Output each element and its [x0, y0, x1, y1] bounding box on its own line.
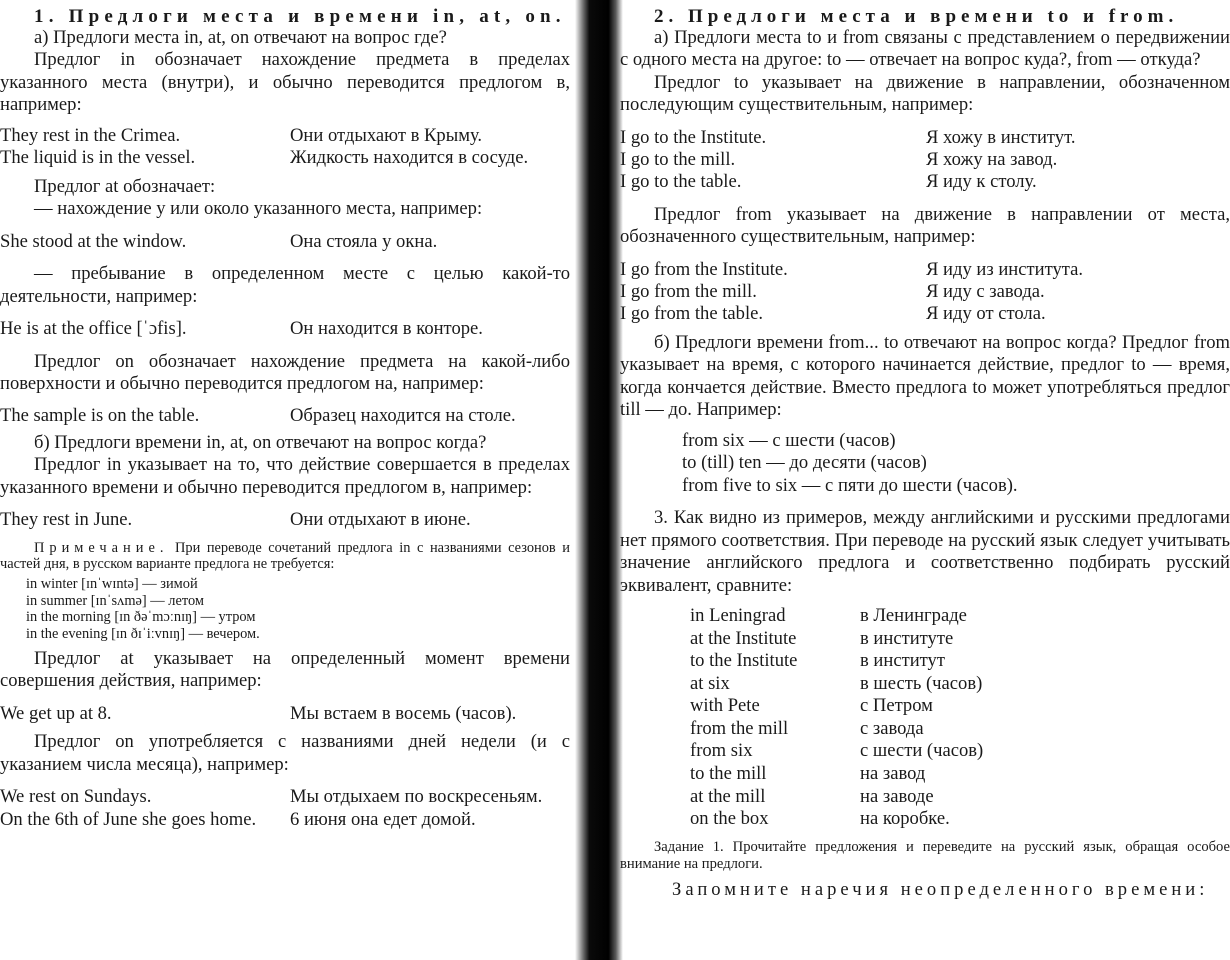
pair-ru: в институте	[860, 627, 954, 649]
example-ru: Образец находится на столе.	[290, 405, 516, 427]
example-ru: Я иду от стола.	[926, 303, 1046, 325]
example-en: They rest in June.	[0, 509, 133, 531]
comparison-list	[620, 605, 1230, 831]
example-ru: Я хожу на завод.	[926, 149, 1058, 171]
comparison-row	[690, 808, 1230, 831]
section-2-heading: 2. Предлоги места и времени to и from.	[654, 6, 1179, 27]
example-en: On the 6th of June she goes home.	[0, 808, 257, 830]
example-en: I go from the Institute.	[620, 258, 788, 280]
example-en: The liquid is in the vessel.	[0, 147, 196, 169]
right-page	[618, 0, 1230, 960]
example-ru: 6 июня она едет домой.	[290, 808, 476, 830]
example-ru: Она стояла у окна.	[290, 230, 438, 252]
example-ru: Я иду из института.	[926, 258, 1084, 280]
from-paragraph: Предлог from указывает на движение в направлении от места, обозначенного существительным, например:	[620, 203, 1230, 248]
example-en: I go to the mill.	[620, 149, 736, 171]
book-gutter	[575, 0, 623, 960]
in-time-paragraph: Предлог in указывает на то, что действие совершается в пределах указанного времени и обычно переводится предлогом в, например:	[0, 454, 570, 498]
on-paragraph: Предлог on обозначает нахождение предмета на какой-либо поверхности и обычно переводится предлогом на, например:	[0, 350, 570, 395]
remember-line: Запомните наречия неопределенного времени:	[672, 878, 1209, 900]
example-en: I go from the mill.	[620, 281, 757, 303]
example-en: I go from the table.	[620, 303, 764, 325]
example-ru: Мы встаем в восемь (часов).	[290, 702, 517, 724]
at-near-paragraph: — нахождение у или около указанного места, например:	[34, 198, 483, 220]
example-ru: Я иду к столу.	[926, 171, 1037, 193]
comparison-row	[690, 718, 1230, 741]
pair-en: in Leningrad	[690, 604, 786, 626]
comparison-row	[690, 763, 1230, 786]
task-1: Задание 1. Прочитайте предложения и переведите на русский язык, обращая особое внимание на предлоги.	[620, 838, 1230, 872]
note-text: При переводе сочетаний предлога in с названиями сезонов и частей дня, в русском варианте предлога не требуется:	[0, 539, 570, 573]
pair-en: to the mill	[690, 763, 767, 785]
example-en: We get up at 8.	[0, 702, 112, 724]
section-3-paragraph: 3. Как видно из примеров, между английскими и русскими предлогами нет прямого соответствия. При переводе на русский язык следует учитывать значение английского предлога и соответственно подбирать русский эквивалент, сравните:	[620, 507, 1230, 596]
example-row	[0, 786, 570, 809]
pair-en: at the Institute	[690, 627, 797, 649]
example-row	[0, 703, 570, 726]
pair-ru: на коробке.	[860, 808, 950, 830]
example-row	[620, 171, 1230, 193]
pair-ru: с завода	[860, 717, 924, 739]
example-en: We rest on Sundays.	[0, 786, 152, 808]
example-row	[620, 259, 1230, 281]
time-example: from five to six — с пяти до шести (часов).	[682, 474, 1018, 496]
comparison-row	[690, 628, 1230, 651]
note-item: in the evening [ɪn ðɪˈiːvnɪŋ] — вечером.	[26, 625, 260, 642]
comparison-row	[690, 650, 1230, 673]
example-ru: Жидкость находится в сосуде.	[290, 147, 529, 169]
pair-ru: на заводе	[860, 785, 934, 807]
comparison-row	[690, 786, 1230, 809]
pair-ru: с шести (часов)	[860, 740, 984, 762]
note-item: in the morning [ɪn ðəˈmɔːnɪŋ] — утром	[26, 609, 256, 626]
example-en: They rest in the Crimea.	[0, 124, 181, 146]
example-ru: Я иду с завода.	[926, 281, 1045, 303]
example-row	[0, 509, 570, 532]
section-1-heading: 1. Предлоги места и времени in, at, on.	[34, 6, 566, 27]
comparison-row	[690, 695, 1230, 718]
subsection-b-time: б) Предлоги времени in, at, on отвечают на вопрос когда?	[34, 432, 487, 454]
pair-ru: с Петром	[860, 695, 933, 717]
at-activity-paragraph: — пребывание в определенном месте с целью какой-то деятельности, например:	[0, 263, 570, 307]
left-page	[0, 0, 578, 960]
pair-en: at the mill	[690, 785, 766, 807]
example-row	[620, 303, 1230, 325]
example-row	[620, 149, 1230, 171]
example-en: She stood at the window.	[0, 230, 187, 252]
example-row	[0, 809, 570, 832]
example-en: He is at the office [ˈɔfis].	[0, 318, 187, 340]
example-en: The sample is on the table.	[0, 405, 200, 427]
on-days-paragraph: Предлог on употребляется с названиями дней недели (и с указанием числа месяца), например:	[0, 731, 570, 775]
note-label: Примечание.	[34, 539, 169, 556]
comparison-row	[690, 740, 1230, 763]
at-time-paragraph: Предлог at указывает на определенный момент времени совершения действия, например:	[0, 648, 570, 692]
time-examples	[682, 430, 1230, 498]
time-example: to (till) ten — до десяти (часов)	[682, 452, 927, 474]
example-ru: Они отдыхают в июне.	[290, 509, 471, 531]
comparison-row	[690, 673, 1230, 696]
pair-ru: в институт	[860, 650, 945, 672]
example-row	[0, 125, 570, 148]
pair-ru: в шесть (часов)	[860, 672, 983, 694]
note-item: in summer [ɪnˈsʌmə] — летом	[26, 592, 204, 609]
example-row	[0, 405, 570, 428]
comparison-row	[690, 605, 1230, 628]
subsection-a-to-from: а) Предлоги места to и from связаны с представлением о передвижении с одного места на другое: to — отвечает на вопрос куда?, from — откуда?	[620, 27, 1230, 71]
example-row	[620, 281, 1230, 303]
in-place-paragraph: Предлог in обозначает нахождение предмета в пределах указанного места (внутри), и обычно переводится предлогом в, например:	[0, 49, 570, 116]
subsection-b-from-to: б) Предлоги времени from... to отвечают на вопрос когда? Предлог from указывает на время, с которого начинается действие, предлог to — время, когда кончается действие. Вместо предлога to может употребляться предлог till — до. Например:	[620, 331, 1230, 421]
example-row	[620, 127, 1230, 149]
pair-en: at six	[690, 672, 730, 694]
pair-en: to the Institute	[690, 650, 798, 672]
to-paragraph: Предлог to указывает на движение в направлении, обозначенном последующим существительным, например:	[620, 71, 1230, 116]
pair-ru: на завод	[860, 763, 926, 785]
note-list	[26, 576, 570, 642]
time-example: from six — с шести (часов)	[682, 429, 896, 451]
pair-en: from six	[690, 740, 753, 762]
note	[0, 540, 570, 573]
example-en: I go to the Institute.	[620, 126, 767, 148]
example-ru: Он находится в конторе.	[290, 318, 483, 340]
subsection-a-place: а) Предлоги места in, at, on отвечают на вопрос где?	[34, 27, 447, 48]
pair-en: with Pete	[690, 695, 760, 717]
pair-en: from the mill	[690, 717, 789, 739]
pair-en: on the box	[690, 808, 769, 830]
example-ru: Я хожу в институт.	[926, 126, 1076, 148]
example-row	[0, 147, 570, 170]
example-row	[0, 231, 570, 254]
note-item: in winter [ɪnˈwɪntə] — зимой	[26, 576, 198, 593]
pair-ru: в Ленинграде	[860, 604, 967, 626]
example-row	[0, 318, 570, 341]
example-en: I go to the table.	[620, 171, 742, 193]
example-ru: Мы отдыхаем по воскресеньям.	[290, 786, 543, 808]
at-paragraph: Предлог at обозначает:	[34, 175, 216, 197]
example-ru: Они отдыхают в Крыму.	[290, 124, 483, 146]
